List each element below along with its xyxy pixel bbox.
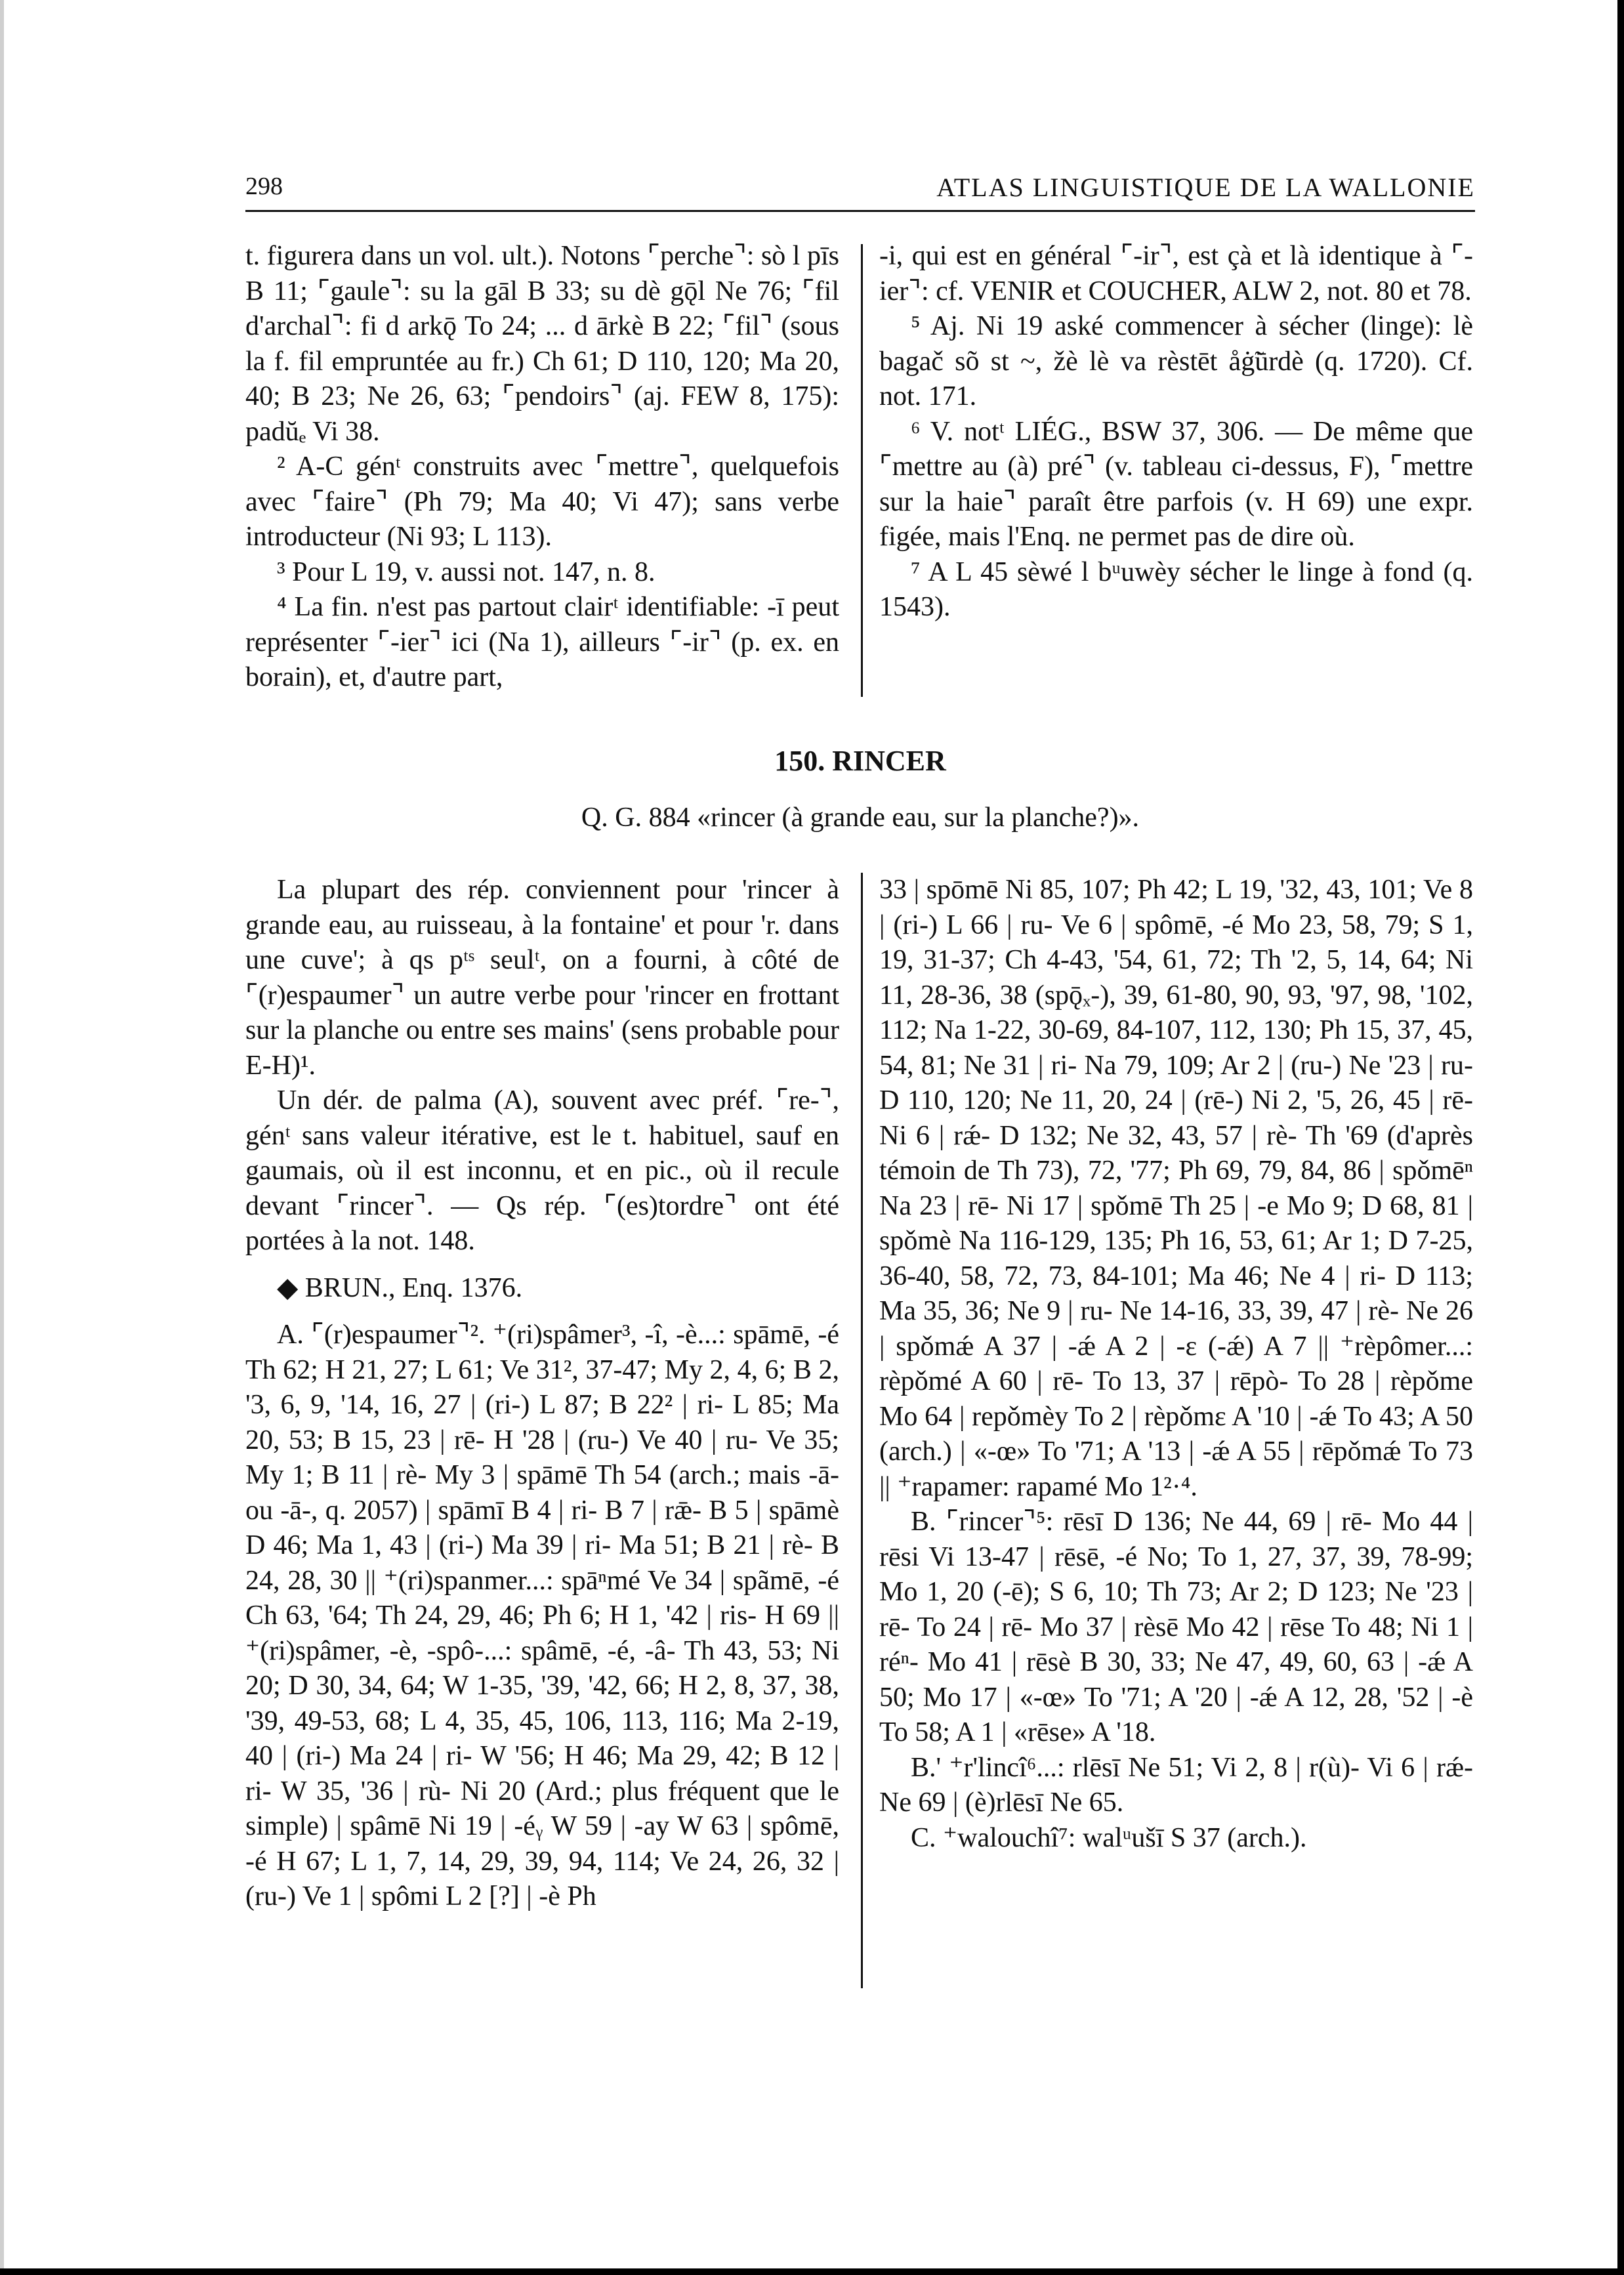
body-paragraph: A. ⌜(r)espaumer⌝². ⁺(ri)spâmer³, -î, -è...: spāmē, -é Th 62; H 21, 27; L 61; Ve 31², 37-47; My 2, 4, 6; B 2, '3, 6, 9, '14, 16, 27 | (ri-) L 87; B 22² | ri- L 85; Ma 20, 53; B 15, 23 | rē- H '28 | (ru-) Ve 40 | ru- Ve 35; My 1; B 11 | rè- My 3 | spāmē Th 54 (arch.; mais -ā- ou -ā-, q. 2057) | spāmī B 4 | ri- B 7 | rǣ- B 5 | spāmè D 46; Ma 1, 43 | (ri-) Ma 39 | ri- Ma 51; B 21 | rè- B 24, 28, 30 || ⁺(ri)spanmer...: spāⁿmé Ve 34 | spãmē, -é Ch 63, '64; Th 24, 29, 46; Ph 6; H 1, '42 | ris- H 69 || ⁺(ri)spâmer, -è, -spô-...: spâmē, -é, -â- Th 43, 53; Ni 20; D 30, 34, 64; W 1-35, '39, '42, 66; H 2, 8, 37, 38, '39, 49-53, 68; L 4, 35, 45, 106, 113, 116; Ma 2-19, 40 | (ri-) Ma 24 | ri- W '56; H 46; Ma 29, 42; B 12 | ri- W 35, '36 | rù- Ni 20 (Ard.; plus fréquent que le simple) | spâmē Ni 19 | -éᵧ W 59 | -ay W 63 | spômē, -é H 67; L 1, 7, 14, 29, 39, 94, 114; Ve 24, 26, 32 | (ru-) Ve 1 | spômi L 2 [?] | -è Ph	[245, 1320, 839, 1911]
running-title: ATLAS LINGUISTIQUE DE LA WALLONIE	[936, 173, 1475, 202]
note-paragraph: t. figurera dans un vol. ult.). Notons ⌜perche⌝: sò l pīs B 11; ⌜gaule⌝: su la gāl B 33; su dè gǭl Ne 76; ⌜fil d'archal⌝: fi d arkǭ To 24; ... d ārkè B 22; ⌜fil⌝ (sous la f. fil empruntée au fr.) Ch 61; D 110, 120; Ma 20, 40; B 23; Ne 26, 63; ⌜pendoirs⌝ (aj. FEW 8, 175): padŭₑ Vi 38.	[245, 241, 839, 447]
body-paragraph: B.' ⁺r'lincî⁶...: rlēsī Ne 51; Vi 2, 8 | r(ù)- Vi 6 | rǽ- Ne 69 | (è)rlēsī Ne 65.	[879, 1752, 1473, 1818]
body-paragraph: B. ⌜rincer⌝⁵: rēsī D 136; Ne 44, 69 | rē- Mo 44 | rēsi Vi 13-47 | rēsē, -é No; To 1, 27, 37, 39, 78-99; Mo 1, 20 (-ē); S 6, 10; Th 73; Ar 2; D 123; Ne '23 | rē- To 24 | rē- Mo 37 | rèsē Mo 42 | rēse To 48; Ni 1 | réⁿ- Mo 41 | rēsè B 30, 33; Ne 47, 49, 60, 63 | -ǽ A 50; Mo 17 | «-œ» To '71; A '20 | -ǽ A 12, 28, '52 | -è To 58; A 1 | «rēse» A '18.	[879, 1507, 1473, 1747]
body-paragraph: Un dér. de palma (A), souvent avec préf. ⌜re-⌝, génᵗ sans valeur itérative, est le t. habituel, sauf en gaumais, où il est inconnu, et en pic., où il recule devant ⌜rincer⌝. — Qs rép. ⌜(es)tordre⌝ ont été portées à la not. 148.	[245, 1085, 839, 1256]
note-paragraph: -i, qui est en général ⌜-ir⌝, est çà et là identique à ⌜-ier⌝: cf. VENIR et COUCHER, ALW 2, not. 80 et 78.	[879, 241, 1473, 306]
body-paragraph: C. ⁺walouchî⁷: walᵘušī S 37 (arch.).	[911, 1822, 1307, 1853]
note-paragraph: ⁷ A L 45 sèwé l bᵘuwèy sécher le linge à fond (q. 1543).	[879, 556, 1473, 622]
note-paragraph: ⁶ V. notᵗ LIÉG., BSW 37, 306. — De même que ⌜mettre au (à) pré⌝ (v. tableau ci-dessus, F), ⌜mettre sur la haie⌝ paraît être parfois (v. H 69) une expr. figée, mais l'Enq. ne permet pas de dire où.	[879, 416, 1473, 552]
note-paragraph: ³ Pour L 19, v. aussi not. 147, n. 8.	[277, 556, 656, 587]
header-rule	[245, 210, 1475, 212]
notes-right-column	[879, 239, 1473, 625]
body-paragraph: La plupart des rép. conviennent pour 'rincer à grande eau, au ruisseau, à la fontaine' et pour 'r. dans une cuve'; à qs pᵗˢ seulᵗ, on a fourni, à côté de ⌜(r)espaumer⌝ un autre verbe pour 'rincer en frottant sur la planche ou entre ses mains' (sens probable pour E-H)¹.	[245, 875, 839, 1081]
body-left-column	[245, 873, 839, 1915]
scan-edge-right	[1617, 0, 1624, 2275]
body-right-column	[879, 873, 1473, 1856]
body-column-divider	[861, 873, 863, 1988]
notes-left-column	[245, 239, 839, 696]
scan-edge-bottom	[0, 2268, 1624, 2275]
reference-line: ◆ BRUN., Enq. 1376.	[277, 1272, 523, 1303]
section-question: Q. G. 884 «rincer (à grande eau, sur la planche?)».	[581, 803, 1140, 833]
scan-edge-left	[0, 0, 4, 2275]
body-paragraph: 33 | spōmē Ni 85, 107; Ph 42; L 19, '32, 43, 101; Ve 8 | (ri-) L 66 | ru- Ve 6 | spômē, -é Mo 23, 58, 79; S 1, 19, 31-37; Ch 4-43, '54, 61, 72; Th '2, 5, 14, 64; Ni 11, 28-36, 38 (spǭₓ-), 39, 61-80, 90, 93, '97, 98, '102, 112; Na 1-22, 30-69, 84-107, 112, 130; Ph 15, 37, 45, 54, 81; Ne 31 | ri- Na 79, 109; Ar 2 | (ru-) Ne '23 | ru- D 110, 120; Ne 11, 20, 24 | (rē-) Ni 2, '5, 26, 45 | rē- Ni 6 | rǽ- D 132; Ne 32, 43, 57 | rè- Th '69 (d'après témoin de Th 73), 72, '77; Ph 69, 79, 84, 86 | spǒmēⁿ Na 23 | rē- Ni 17 | spǒmē Th 25 | -e Mo 9; D 68, 81 | spǒmè Na 116-129, 135; Ph 16, 53, 61; Ar 1; D 7-25, 36-40, 58, 72, 73, 84-101; Ma 46; Ne 4 | ri- D 113; Ma 35, 36; Ne 9 | ru- Ne 14-16, 33, 39, 47 | rè- Ne 26 | spǒmǽ A 37 | -ǽ A 2 | -ɛ (-ǽ) A 7 || ⁺rèpômer...: rèpǒmé A 60 | rē- To 13, 37 | rēpò- To 28 | rèpǒme Mo 64 | repǒmèy To 2 | rèpǒmɛ A '10 | -ǽ To 43; A 50 (arch.) | «-œ» To '71; A '13 | -ǽ A 55 | rēpǒmǽ To 73 || ⁺rapamer: rapamé Mo 1²·⁴.	[879, 875, 1473, 1502]
page-number: 298	[245, 173, 283, 200]
section-title: 150. RINCER	[774, 745, 946, 777]
note-paragraph: ² A-C génᵗ construits avec ⌜mettre⌝, quelquefois avec ⌜faire⌝ (Ph 79; Ma 40; Vi 47); sans verbe introducteur (Ni 93; L 113).	[245, 451, 839, 552]
note-paragraph: ⁵ Aj. Ni 19 aské commencer à sécher (linge): lè bagač sõ st ~, žè lè va rèstēt åġ̃ūrdè (q. 1720). Cf. not. 171.	[879, 311, 1473, 411]
page-header	[245, 172, 1475, 209]
note-paragraph: ⁴ La fin. n'est pas partout clairᵗ identifiable: -ī peut représenter ⌜-ier⌝ ici (Na 1), ailleurs ⌜-ir⌝ (p. ex. en borain), et, d'autre part,	[245, 592, 839, 692]
notes-column-divider	[861, 244, 863, 697]
